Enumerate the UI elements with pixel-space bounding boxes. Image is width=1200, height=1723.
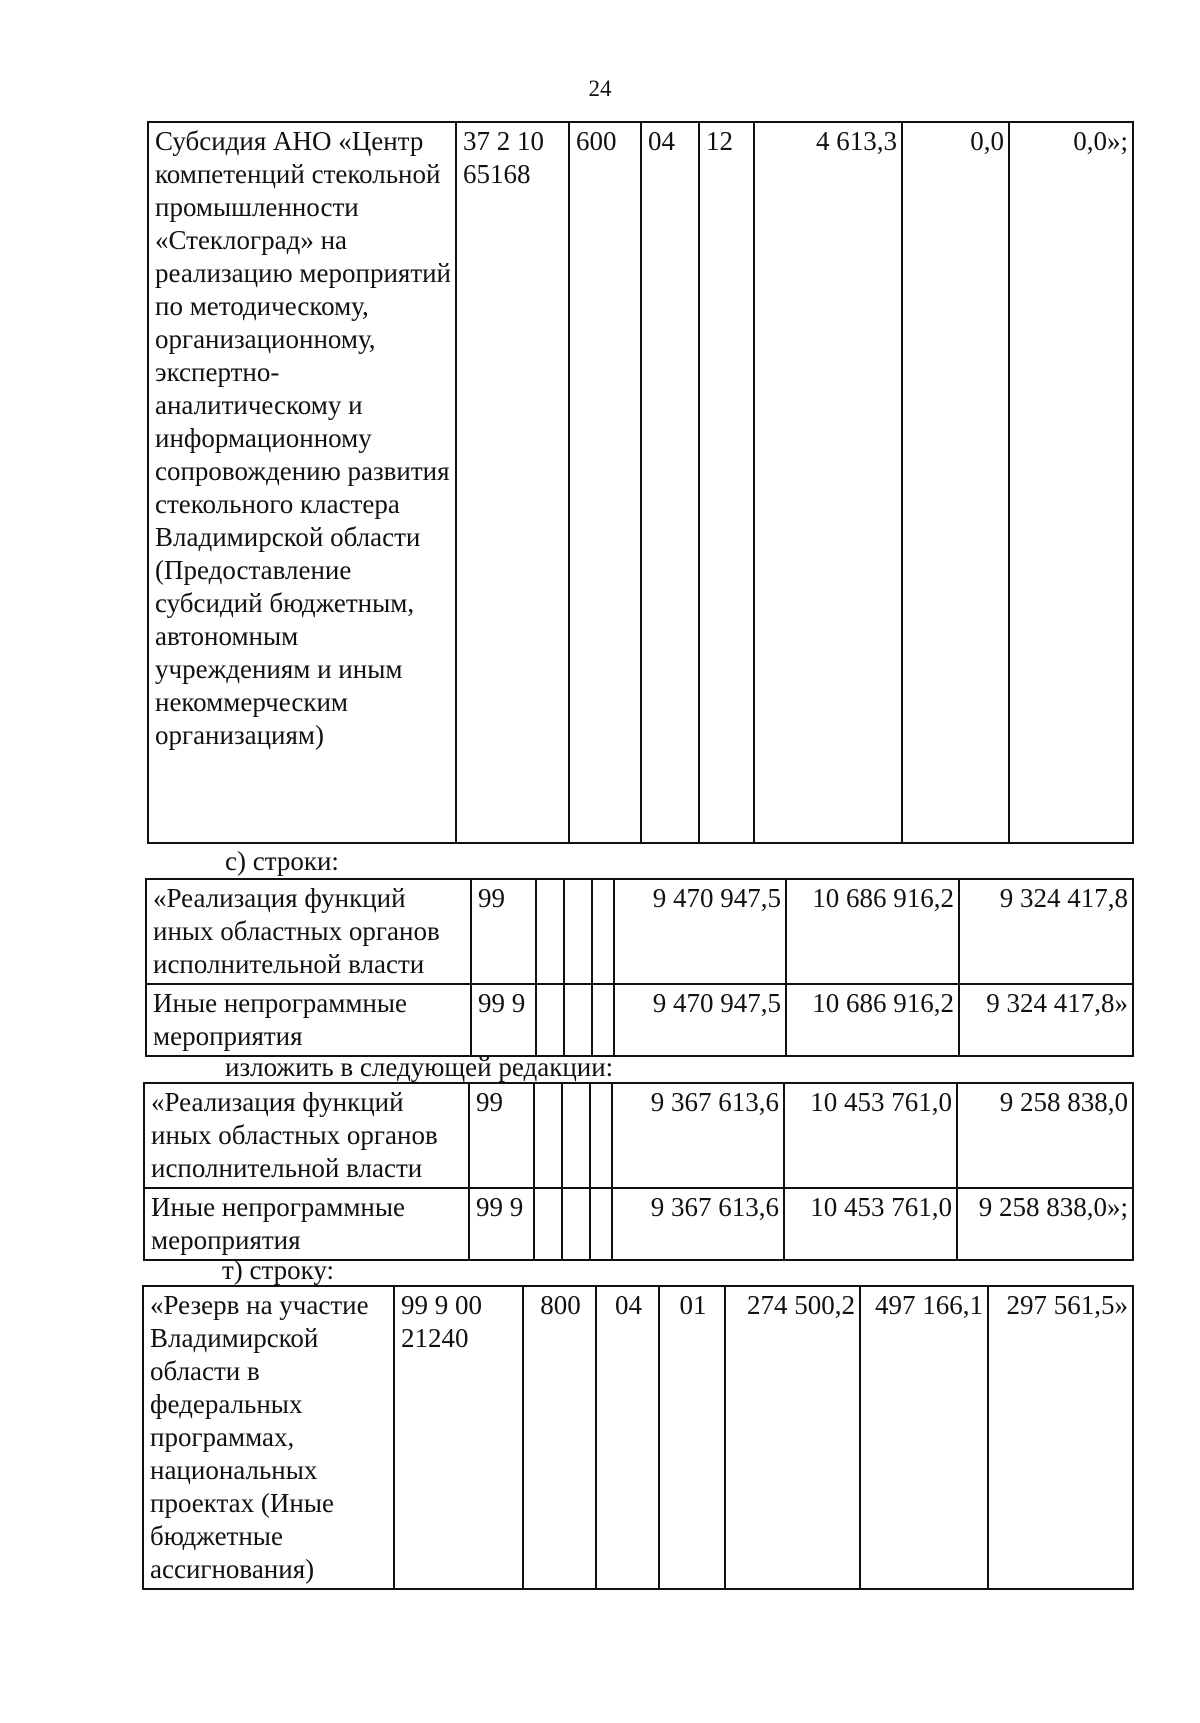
amount-cell: 9 324 417,8»	[959, 984, 1133, 1056]
target-article-cell: 99 9 00 21240	[394, 1286, 523, 1589]
amount-cell: 0,0»;	[1009, 122, 1133, 843]
amount-cell: 9 470 947,5	[614, 879, 786, 984]
amount-cell: 10 453 761,0	[784, 1083, 957, 1188]
empty-cell	[590, 1188, 612, 1260]
amount-cell: 10 453 761,0	[784, 1188, 957, 1260]
amount-cell: 9 258 838,0	[957, 1083, 1133, 1188]
amount-cell: 9 470 947,5	[614, 984, 786, 1056]
budget-table-4	[142, 1285, 1134, 1590]
amount-cell: 297 561,5»	[988, 1286, 1133, 1589]
empty-cell	[592, 984, 614, 1056]
table-row	[144, 1083, 1133, 1188]
subsection-cell: 01	[659, 1286, 725, 1589]
target-article-cell: 37 2 10 65168	[456, 122, 569, 843]
amount-cell: 9 324 417,8	[959, 879, 1133, 984]
row-name-cell: «Реализация функций иных областных органов исполнительной власти	[146, 879, 471, 984]
row-name-cell: Субсидия АНО «Центр компетенций стекольной промышленности «Стеклоград» на реализацию мероприятий по методическому, организационному, экспертно-аналитическому и информационному сопровождению развития стекольного кластера Владимирской области (Предоставление субсидий бюджетным, автономным учреждениям и иным некоммерческим организациям)	[148, 122, 456, 843]
expense-type-cell: 800	[523, 1286, 596, 1589]
row-name-cell: Иные непрограммные мероприятия	[144, 1188, 469, 1260]
table-row	[146, 879, 1133, 984]
amount-cell: 10 686 916,2	[786, 984, 959, 1056]
row-name-cell: Иные непрограммные мероприятия	[146, 984, 471, 1056]
amount-cell: 274 500,2	[725, 1286, 860, 1589]
amount-cell: 0,0	[902, 122, 1009, 843]
budget-table-2	[145, 878, 1134, 1057]
row-name-cell: «Реализация функций иных областных органов исполнительной власти	[144, 1083, 469, 1188]
table-row	[146, 984, 1133, 1056]
caption-edit-instruction: изложить в следующей редакции:	[225, 1052, 614, 1082]
amount-cell: 10 686 916,2	[786, 879, 959, 984]
code-cell: 99	[471, 879, 536, 984]
page-number: 24	[588, 76, 612, 101]
empty-cell	[592, 879, 614, 984]
empty-cell	[564, 984, 592, 1056]
row-name-cell: «Резерв на участие Владимирской области в федеральных программах, национальных проектах (Иные бюджетные ассигнования)	[143, 1286, 394, 1589]
budget-table-3	[143, 1082, 1134, 1261]
code-cell: 99 9	[469, 1188, 534, 1260]
empty-cell	[562, 1188, 590, 1260]
amount-cell: 4 613,3	[754, 122, 902, 843]
section-cell: 04	[641, 122, 699, 843]
code-cell: 99 9	[471, 984, 536, 1056]
empty-cell	[536, 984, 564, 1056]
table-row	[143, 1286, 1133, 1589]
section-cell: 04	[596, 1286, 659, 1589]
table-row	[148, 122, 1133, 843]
empty-cell	[534, 1083, 562, 1188]
budget-table-1	[147, 121, 1134, 844]
caption-section-t: т) строку:	[222, 1255, 335, 1285]
caption-section-c: с) строки:	[225, 846, 339, 876]
empty-cell	[562, 1083, 590, 1188]
amount-cell: 9 367 613,6	[612, 1083, 784, 1188]
empty-cell	[534, 1188, 562, 1260]
amount-cell: 9 367 613,6	[612, 1188, 784, 1260]
amount-cell: 497 166,1	[860, 1286, 988, 1589]
amount-cell: 9 258 838,0»;	[957, 1188, 1133, 1260]
table-row	[144, 1188, 1133, 1260]
empty-cell	[536, 879, 564, 984]
subsection-cell: 12	[699, 122, 754, 843]
empty-cell	[564, 879, 592, 984]
code-cell: 99	[469, 1083, 534, 1188]
expense-type-cell: 600	[569, 122, 641, 843]
empty-cell	[590, 1083, 612, 1188]
